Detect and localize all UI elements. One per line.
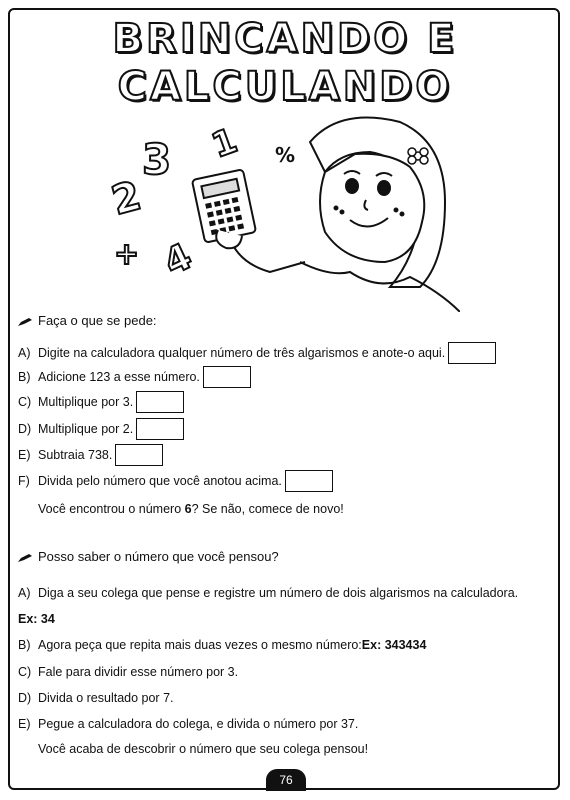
item-text: Subtraia 738. xyxy=(38,448,113,462)
item-text: Diga a seu colega que pense e registre um número de dois algarismos na calculadora. xyxy=(38,586,519,600)
item-letter: A) xyxy=(18,346,31,360)
section1-heading-text: Faça o que se pede: xyxy=(38,313,157,328)
item-letter: F) xyxy=(18,474,30,488)
item-text: Multiplique por 3. xyxy=(38,395,134,409)
section1-item-f xyxy=(18,470,333,492)
title-line-2: CALCULANDO xyxy=(117,64,453,110)
result-text-pre: Você encontrou o número xyxy=(38,502,185,516)
section1-item-b xyxy=(18,366,251,388)
item-letter: D) xyxy=(18,422,32,436)
item-letter: E) xyxy=(18,717,31,731)
example-text: Ex: 34 xyxy=(18,612,55,626)
section2-example-1 xyxy=(18,612,55,626)
item-text: Pegue a calculadora do colega, e divida o número por 37. xyxy=(38,717,359,731)
answer-box-e[interactable] xyxy=(115,444,163,466)
section1-item-c xyxy=(18,391,184,413)
section2-conclusion xyxy=(38,742,368,756)
pencil-icon xyxy=(18,554,32,562)
item-letter: A) xyxy=(18,586,31,600)
example-text: Ex: 343434 xyxy=(361,638,427,652)
item-text: Adicione 123 a esse número. xyxy=(38,370,200,384)
item-letter: E) xyxy=(18,448,31,462)
item-text: Divida o resultado por 7. xyxy=(38,691,174,705)
result-number: 6 xyxy=(184,502,192,516)
item-letter: B) xyxy=(18,638,31,652)
section1-item-d xyxy=(18,418,184,440)
item-text: Agora peça que repita mais duas vezes o mesmo número: xyxy=(38,638,362,652)
section1-item-a xyxy=(18,342,496,364)
item-letter: D) xyxy=(18,691,32,705)
section2-item-c xyxy=(18,665,238,679)
section1-item-e xyxy=(18,444,163,466)
symbol-percent: % xyxy=(275,143,296,167)
symbol-3: 3 xyxy=(142,135,172,184)
item-letter: C) xyxy=(18,395,32,409)
symbol-4: 4 xyxy=(158,236,199,284)
item-text: Fale para dividir esse número por 3. xyxy=(38,665,239,679)
page-number: 76 xyxy=(266,769,306,791)
section2-item-a xyxy=(18,586,518,600)
section1-heading xyxy=(18,313,157,328)
answer-box-c[interactable] xyxy=(136,391,184,413)
answer-box-d[interactable] xyxy=(136,418,184,440)
girl-face xyxy=(310,118,445,288)
item-letter: C) xyxy=(18,665,32,679)
section2-item-e xyxy=(18,717,358,731)
answer-box-b[interactable] xyxy=(203,366,251,388)
item-letter: B) xyxy=(18,370,31,384)
section2-heading xyxy=(18,549,279,564)
section2-item-d xyxy=(18,691,174,705)
symbol-2: 2 xyxy=(107,172,146,225)
conclusion-text: Você acaba de descobrir o número que seu colega pensou! xyxy=(38,742,369,756)
section1-result xyxy=(38,502,344,516)
symbol-plus: + xyxy=(114,237,140,272)
body-outline xyxy=(300,262,460,312)
answer-box-f[interactable] xyxy=(285,470,333,492)
item-text: Multiplique por 2. xyxy=(38,422,134,436)
section2-heading-text: Posso saber o número que você pensou? xyxy=(38,549,279,564)
symbol-1: 1 xyxy=(206,120,243,167)
answer-box-a[interactable] xyxy=(448,342,496,364)
item-text: Divida pelo número que você anotou acima. xyxy=(38,474,282,488)
result-text-post: ? Se não, comece de novo! xyxy=(191,502,344,516)
title-line-1: BRINCANDO E xyxy=(112,16,458,62)
section2-item-b xyxy=(18,638,426,652)
girl-with-calculator-illustration xyxy=(100,112,460,312)
item-text: Digite na calculadora qualquer número de três algarismos e anote-o aqui. xyxy=(38,346,446,360)
pencil-icon xyxy=(18,318,32,326)
